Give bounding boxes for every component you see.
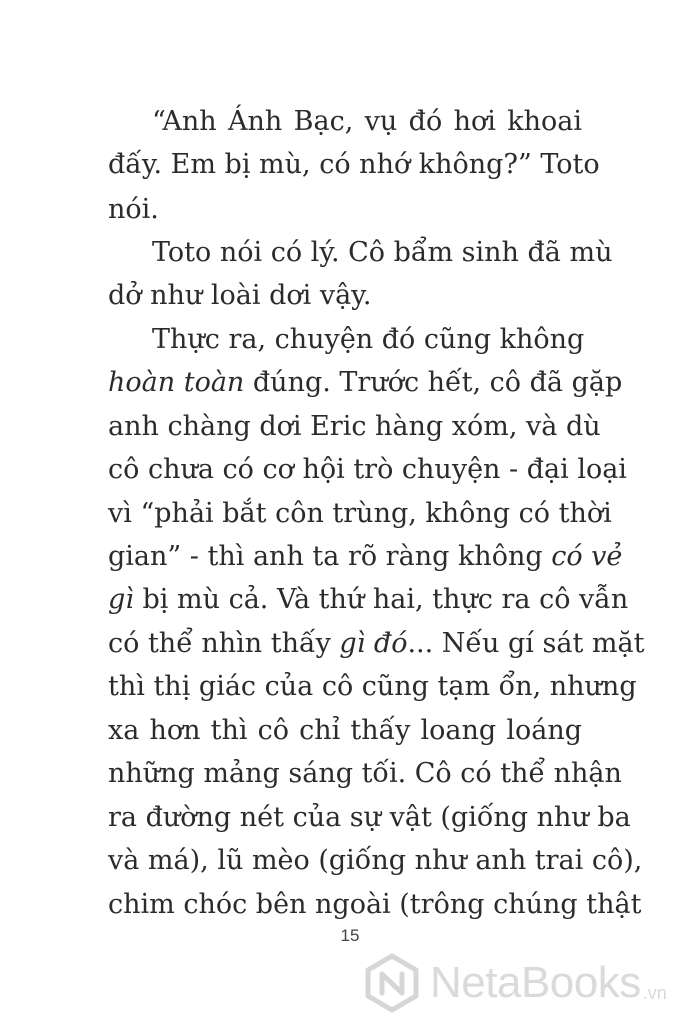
text-line	[108, 841, 643, 881]
line-text: những mảng sáng tối. Cô có thể nhận	[108, 758, 622, 789]
italic-text: hoàn toàn	[108, 367, 245, 398]
line-text: nói.	[108, 194, 159, 225]
text-line	[108, 190, 582, 230]
italic-text: gì đó	[339, 628, 408, 659]
text-line	[108, 145, 600, 185]
text-line	[108, 711, 582, 751]
text-line	[108, 754, 622, 794]
line-text: ... Nếu gí sát mặt	[407, 628, 645, 659]
text-line	[108, 494, 612, 534]
text-line	[108, 407, 601, 447]
text-line	[108, 624, 645, 664]
text-line	[108, 450, 627, 490]
page-number: 15	[340, 926, 360, 945]
netabooks-logo-icon	[362, 953, 422, 1013]
text-line	[108, 537, 623, 577]
line-text: Toto nói có lý. Cô bẩm sinh đã mù	[152, 237, 613, 268]
text-line	[152, 102, 582, 142]
line-text: ra đường nét của sự vật (giống như ba	[108, 802, 631, 833]
line-text: bị mù cả. Và thứ hai, thực ra cô vẫn	[133, 584, 629, 615]
text-line	[108, 798, 631, 838]
line-text: Thực ra, chuyện đó cũng không	[152, 324, 585, 355]
text-line	[108, 667, 637, 707]
line-text: dở như loài dơi vậy.	[108, 280, 372, 311]
line-text: cô chưa có cơ hội trò chuyện - đại loại	[108, 454, 627, 485]
line-text: “Anh Ánh Bạc, vụ đó hơi khoai	[152, 106, 582, 137]
line-text: đúng. Trước hết, cô đã gặp	[244, 367, 623, 398]
watermark-suffix: .vn	[642, 983, 667, 1003]
line-text: đấy. Em bị mù, có nhớ không?” Toto	[108, 149, 600, 180]
line-text: chim chóc bên ngoài (trông chúng thật	[108, 889, 642, 920]
line-text: thì thị giác của cô cũng tạm ổn, nhưng	[108, 671, 637, 702]
text-line	[152, 320, 585, 360]
watermark-brand: NetaBooks	[430, 958, 641, 1007]
watermark	[362, 950, 667, 1016]
line-text: và má), lũ mèo (giống như anh trai cô),	[108, 845, 643, 876]
text-line	[108, 580, 629, 620]
line-text: anh chàng dơi Eric hàng xóm, và dù	[108, 411, 601, 442]
italic-text: gì	[108, 584, 134, 615]
line-text: gian” - thì anh ta rõ ràng không	[108, 541, 552, 572]
text-line	[152, 233, 613, 273]
line-text: vì “phải bắt côn trùng, không có thời	[108, 498, 612, 529]
italic-text: có vẻ	[551, 541, 623, 572]
text-line	[108, 885, 642, 925]
line-text: có thể nhìn thấy	[108, 628, 340, 659]
line-text: xa hơn thì cô chỉ thấy loang loáng	[108, 715, 582, 746]
text-line	[108, 276, 582, 316]
text-line	[108, 363, 623, 403]
